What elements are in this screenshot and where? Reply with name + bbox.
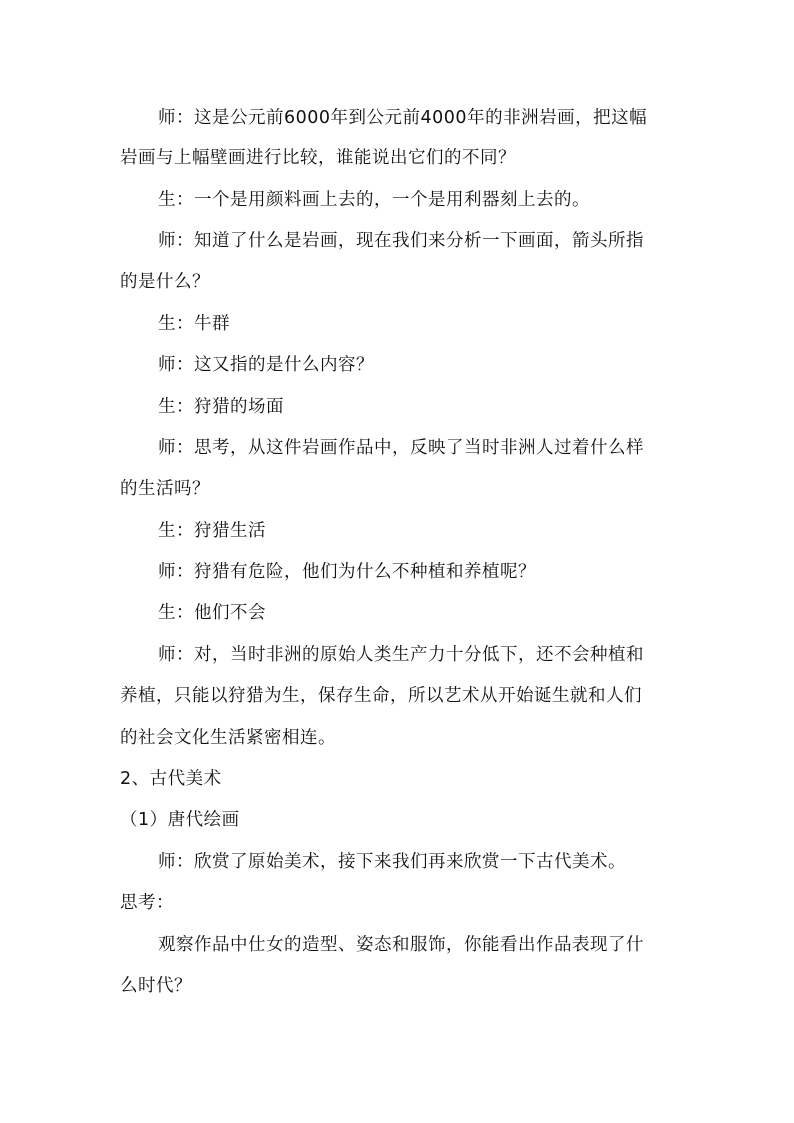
paragraph-line: 生：他们不会 <box>158 603 266 623</box>
paragraph-line: 师：思考，从这件岩画作品中，反映了当时非洲人过着什么样 <box>158 438 644 458</box>
paragraph-line: 生：狩猎的场面 <box>158 397 284 417</box>
paragraph-line: 师：狩猎有危险，他们为什么不种植和养植呢？ <box>158 562 536 582</box>
paragraph-line: 生：狩猎生活 <box>158 521 266 541</box>
paragraph-line: 的生活吗？ <box>120 479 210 499</box>
paragraph-line: 师：知道了什么是岩画，现在我们来分析一下画面，箭头所指 <box>158 231 644 251</box>
paragraph-line: 生：一个是用颜料画上去的，一个是用利器刻上去的。 <box>158 190 590 210</box>
subsection-heading: （1）唐代绘画 <box>120 810 240 830</box>
paragraph-line: 观察作品中仕女的造型、姿态和服饰，你能看出作品表现了什 <box>158 935 644 955</box>
paragraph-line: 的社会文化生活紧密相连。 <box>120 728 336 748</box>
paragraph-line: 师：欣赏了原始美术，接下来我们再来欣赏一下古代美术。 <box>158 852 626 872</box>
section-heading: 2、古代美术 <box>120 769 222 789</box>
paragraph-line: 养植，只能以狩猎为生，保存生命，所以艺术从开始诞生就和人们 <box>120 686 642 706</box>
paragraph-line: 师：对，当时非洲的原始人类生产力十分低下，还不会种植和 <box>158 645 644 665</box>
paragraph-line: 师：这又指的是什么内容？ <box>158 355 374 375</box>
paragraph-line: 思考： <box>120 893 174 913</box>
paragraph-line: 生：牛群 <box>158 314 230 334</box>
paragraph-line: 岩画与上幅壁画进行比较，谁能说出它们的不同？ <box>120 148 516 168</box>
paragraph-line: 的是什么？ <box>120 272 210 292</box>
paragraph-line: 么时代？ <box>120 976 192 996</box>
paragraph-line: 师：这是公元前6000年到公元前4000年的非洲岩画，把这幅 <box>158 108 648 128</box>
